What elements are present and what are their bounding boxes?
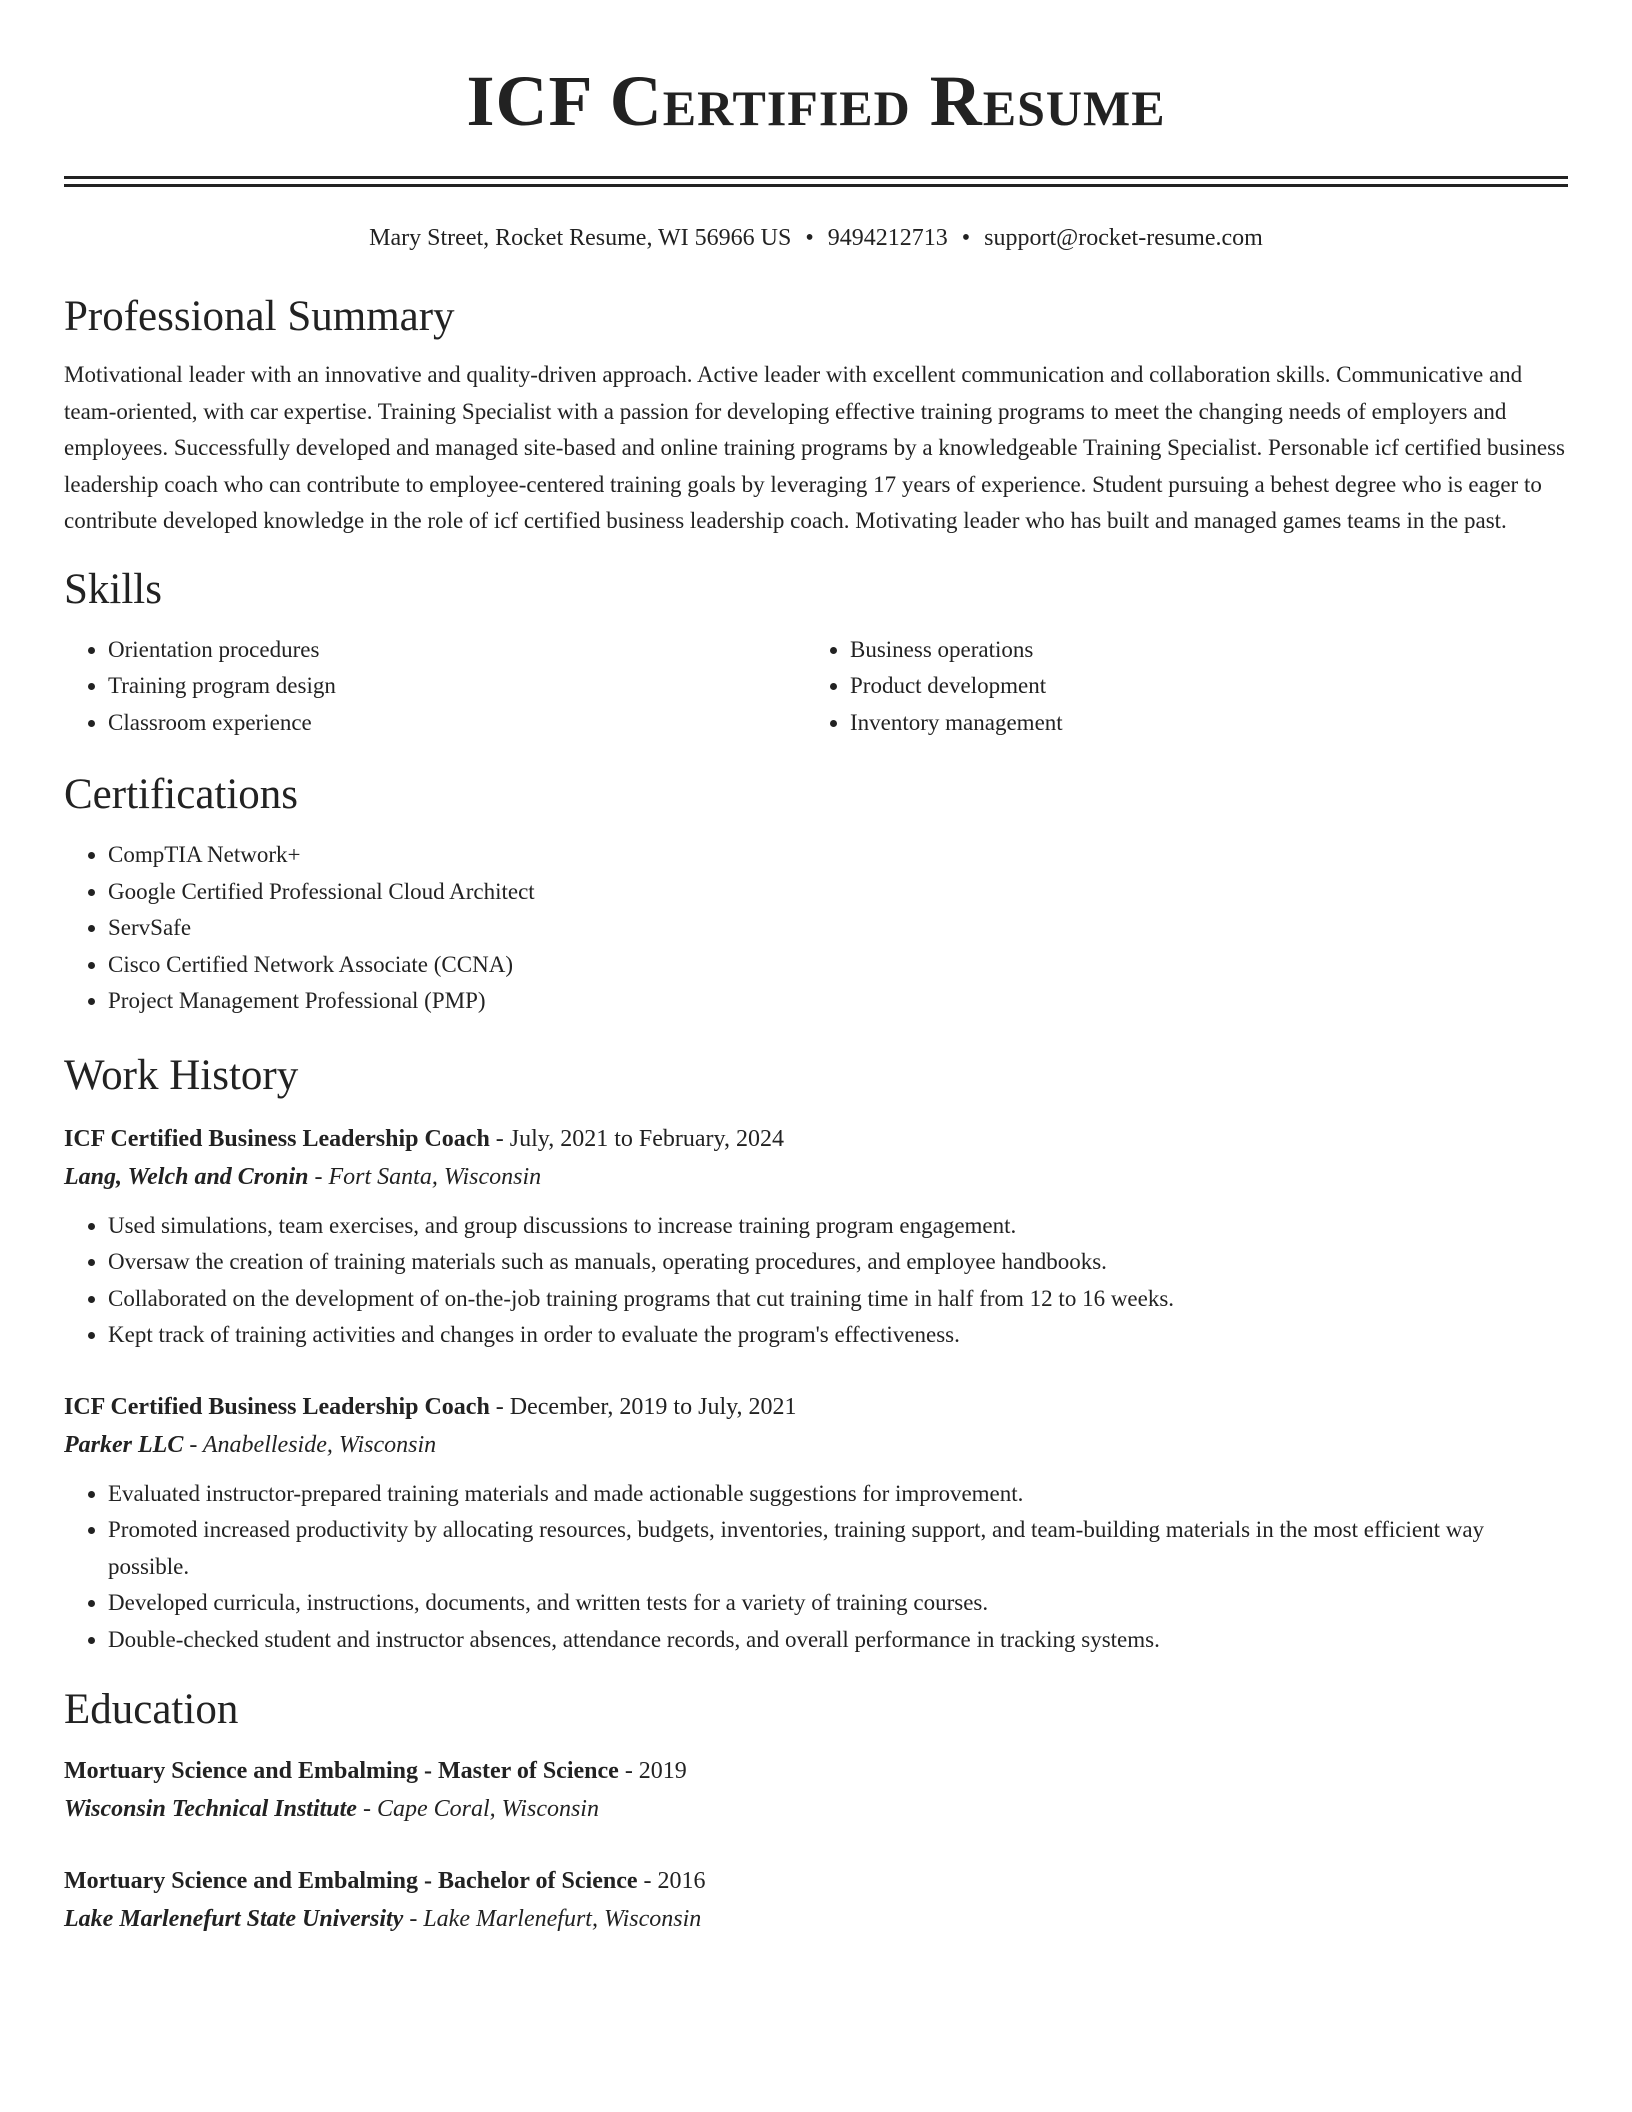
education-degree: Mortuary Science and Embalming - Bachelor of Science bbox=[64, 1868, 638, 1894]
job-title-line bbox=[64, 1388, 1568, 1426]
education-location: - Lake Marlenefurt, Wisconsin bbox=[403, 1906, 702, 1932]
job-company: Parker LLC bbox=[64, 1431, 184, 1458]
summary-heading: Professional Summary bbox=[64, 293, 455, 340]
skills-column-left bbox=[64, 632, 806, 742]
contact-separator: • bbox=[805, 225, 814, 251]
education-degree-line bbox=[64, 1862, 1568, 1900]
education-degree-line bbox=[64, 1752, 1568, 1790]
job-bullet: • Oversaw the creation of training materials such as manuals, operating procedures, and employee handbooks. bbox=[108, 1244, 1568, 1281]
contact-separator: • bbox=[961, 225, 971, 251]
certifications-heading: Certifications bbox=[64, 771, 299, 818]
job-bullet: • Promoted increased productivity by allocating resources, budgets, inventories, training support, and team-building materials in the most efficient way possible. bbox=[108, 1512, 1568, 1585]
job-bullet: • Double-checked student and instructor absences, attendance records, and overall performance in tracking systems. bbox=[108, 1622, 1568, 1659]
contact-phone: 9494212713 bbox=[827, 225, 948, 251]
job-bullet: • Kept track of training activities and changes in order to evaluate the program's effectiveness. bbox=[108, 1317, 1568, 1354]
job-bullet: • Evaluated instructor-prepared training materials and made actionable suggestions for improvement. bbox=[108, 1476, 1568, 1513]
job-title: ICF Certified Business Leadership Coach bbox=[64, 1125, 490, 1152]
job-bullet: • Used simulations, team exercises, and group discussions to increase training program engagement. bbox=[108, 1208, 1568, 1245]
education-school: Wisconsin Technical Institute bbox=[64, 1796, 357, 1822]
certification-item: • Google Certified Professional Cloud Architect bbox=[108, 874, 1568, 911]
job-title: ICF Certified Business Leadership Coach bbox=[64, 1393, 490, 1420]
education-location: - Cape Coral, Wisconsin bbox=[356, 1796, 599, 1822]
contact-email: support@rocket-resume.com bbox=[984, 225, 1263, 251]
skills-grid bbox=[64, 632, 1568, 742]
job-location: - Anabelleside, Wisconsin bbox=[183, 1431, 437, 1458]
job-bullets bbox=[64, 1208, 1568, 1354]
job-company-line bbox=[64, 1158, 1568, 1196]
education-school-line bbox=[64, 1790, 1568, 1828]
job-entry bbox=[64, 1388, 1568, 1659]
education-entry bbox=[64, 1862, 1568, 1938]
certification-item: • Cisco Certified Network Associate (CCNA) bbox=[108, 947, 1568, 984]
job-dates: - December, 2019 to July, 2021 bbox=[489, 1393, 797, 1420]
title-divider-bottom bbox=[64, 184, 1568, 187]
skills-column-right bbox=[806, 632, 1548, 742]
education-year: - 2016 bbox=[637, 1868, 706, 1894]
resume-title: ICF Certified Resume bbox=[466, 61, 1166, 141]
job-company-line bbox=[64, 1426, 1568, 1464]
certifications-list bbox=[64, 837, 1568, 1020]
job-bullets bbox=[64, 1476, 1568, 1659]
education-degree: Mortuary Science and Embalming - Master of Science bbox=[64, 1758, 619, 1784]
education-heading: Education bbox=[64, 1686, 239, 1733]
certification-item: • Project Management Professional (PMP) bbox=[108, 983, 1568, 1020]
skills-heading: Skills bbox=[64, 565, 162, 613]
contact-address: Mary Street, Rocket Resume, WI 56966 US bbox=[369, 225, 792, 251]
skill-item: • Inventory management bbox=[850, 705, 1548, 742]
skill-item: • Business operations bbox=[850, 632, 1548, 669]
certification-item: • ServSafe bbox=[108, 910, 1568, 947]
skill-item: • Orientation procedures bbox=[108, 632, 806, 669]
job-entry bbox=[64, 1120, 1568, 1354]
contact-line bbox=[64, 223, 1568, 253]
skill-item: • Training program design bbox=[108, 668, 806, 705]
job-bullet: • Developed curricula, instructions, documents, and written tests for a variety of training courses. bbox=[108, 1585, 1568, 1622]
job-title-line bbox=[64, 1120, 1568, 1158]
education-school: Lake Marlenefurt State University bbox=[64, 1906, 404, 1932]
title-divider-top bbox=[64, 176, 1568, 179]
skill-item: • Product development bbox=[850, 668, 1548, 705]
education-entry bbox=[64, 1752, 1568, 1828]
skill-item: • Classroom experience bbox=[108, 705, 806, 742]
job-location: - Fort Santa, Wisconsin bbox=[308, 1163, 542, 1190]
job-dates: - July, 2021 to February, 2024 bbox=[489, 1125, 784, 1152]
summary-text: Motivational leader with an innovative and quality-driven approach. Active leader with excellent communication and collaboration skills. Communicative and team-oriented, with car expertise. Training Specialist with a passion for developing effective training programs to meet the changing needs of employers and employees. Successfully developed and managed site-based and online training programs by a knowledgeable Training Specialist. Personable icf certified business leadership coach who can contribute to employee-centered training goals by leveraging 17 years of experience. Student pursuing a behest degree who is eager to contribute developed knowledge in the role of icf certified business leadership coach. Motivating leader who has built and managed games teams in the past. bbox=[64, 362, 1565, 533]
education-year: - 2019 bbox=[618, 1758, 687, 1784]
job-bullet: • Collaborated on the development of on-the-job training programs that cut training time in half from 12 to 16 weeks. bbox=[108, 1281, 1568, 1318]
certification-item: • CompTIA Network+ bbox=[108, 837, 1568, 874]
education-school-line bbox=[64, 1900, 1568, 1938]
work-history-heading: Work History bbox=[64, 1051, 299, 1099]
job-company: Lang, Welch and Cronin bbox=[64, 1163, 309, 1190]
